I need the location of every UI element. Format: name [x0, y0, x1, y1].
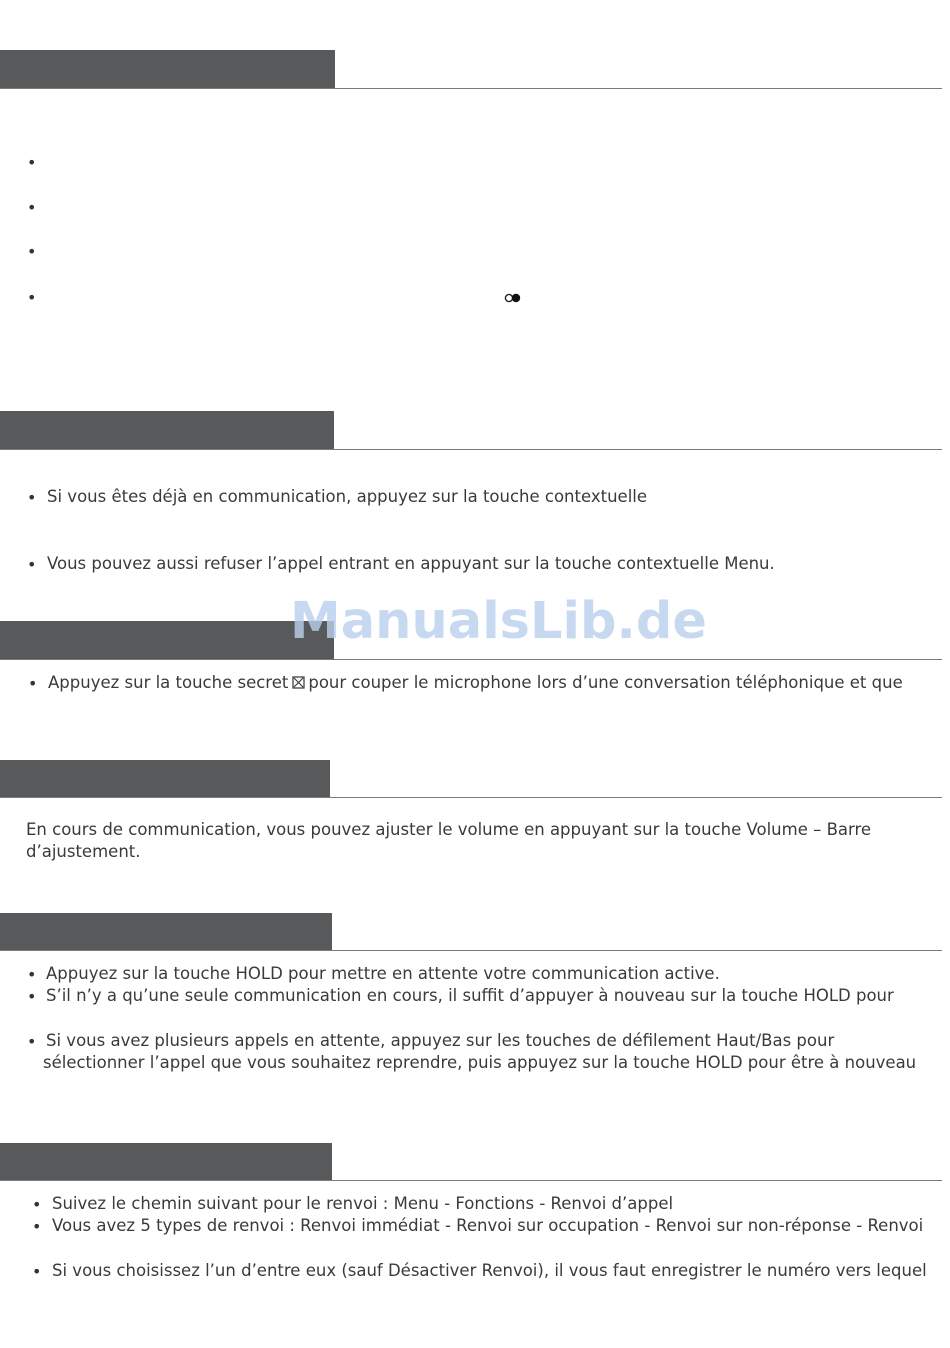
- bullet-marker: •: [27, 987, 37, 1006]
- bullet-marker: •: [27, 965, 37, 984]
- section-header-band-5: [0, 913, 332, 951]
- bullet-marker: •: [27, 198, 37, 217]
- list-item-text-continuation: sélectionner l’appel que vous souhaitez reprendre, puis appuyez sur la touche HOLD pour être à nouveau: [43, 1053, 917, 1072]
- list-item-text: Vous pouvez aussi refuser l’appel entrant en appuyant sur la touche contextuelle Menu.: [47, 554, 775, 573]
- section-rule-2: [0, 449, 942, 450]
- section-rule-4: [0, 797, 942, 798]
- bullet-marker: •: [27, 288, 37, 307]
- bullet-marker: •: [27, 1032, 37, 1051]
- section-rule-5: [0, 950, 942, 951]
- bullet-marker: •: [32, 1217, 42, 1236]
- mute-key-icon: [292, 676, 305, 689]
- section-header-band-1: [0, 50, 335, 88]
- watermark: ManualsLib.de: [290, 592, 707, 651]
- bullet-marker: •: [27, 153, 37, 172]
- bullet-marker: •: [27, 242, 37, 261]
- bullet-marker: •: [27, 555, 37, 574]
- list-item-text: Si vous avez plusieurs appels en attente, appuyez sur les touches de défilement Haut/Bas pour: [46, 1031, 835, 1050]
- list-item-text: [48, 672, 903, 694]
- list-item-text: Si vous choisissez l’un d’entre eux (sauf Désactiver Renvoi), il vous faut enregistrer le numéro vers lequel: [52, 1261, 927, 1280]
- bullet-marker: •: [32, 1262, 42, 1281]
- bullet-marker: •: [32, 1195, 42, 1214]
- list-item-text-part: pour couper le microphone lors d’une conversation téléphonique et que: [308, 673, 903, 692]
- section-header-band-2: [0, 411, 334, 449]
- list-item-text: Appuyez sur la touche HOLD pour mettre en attente votre communication active.: [46, 964, 720, 983]
- section-header-band-3: [0, 621, 334, 659]
- list-item-text: S’il n’y a qu’une seule communication en cours, il suffit d’appuyer à nouveau sur la touche HOLD pour: [46, 986, 894, 1005]
- paragraph-line: d’ajustement.: [26, 842, 141, 861]
- section-rule-6: [0, 1180, 942, 1181]
- list-item-text-part: Appuyez sur la touche secret: [48, 673, 289, 692]
- list-item-text: Suivez le chemin suivant pour le renvoi : Menu - Fonctions - Renvoi d’appel: [52, 1194, 674, 1213]
- list-item-text: Vous avez 5 types de renvoi : Renvoi immédiat - Renvoi sur occupation - Renvoi sur non-réponse - Renvoi: [52, 1216, 924, 1235]
- toggle-dots-icon: [504, 293, 524, 303]
- paragraph-line: En cours de communication, vous pouvez ajuster le volume en appuyant sur la touche Volume – Barre: [26, 820, 872, 839]
- section-header-band-6: [0, 1143, 332, 1181]
- bullet-marker: •: [28, 674, 38, 693]
- list-item-text: Si vous êtes déjà en communication, appuyez sur la touche contextuelle: [47, 487, 648, 506]
- section-rule-1: [0, 88, 942, 89]
- section-rule-3: [0, 659, 942, 660]
- section-header-band-4: [0, 760, 330, 798]
- bullet-marker: •: [27, 488, 37, 507]
